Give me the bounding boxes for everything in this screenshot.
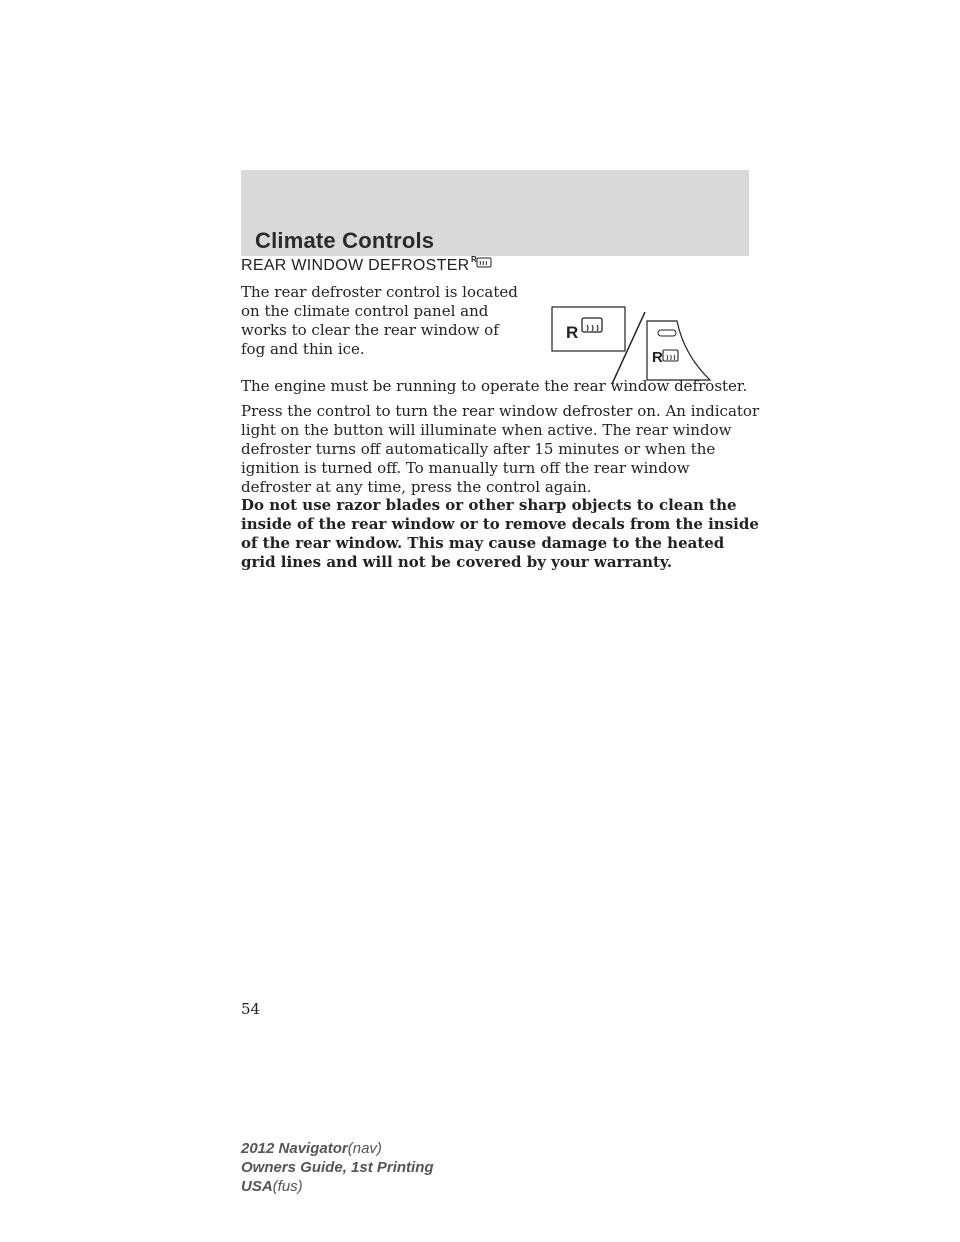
section-heading-text: REAR WINDOW DEFROSTER	[241, 257, 470, 274]
page-title: Climate Controls	[255, 228, 435, 253]
footer-model: 2012 Navigator	[241, 1140, 348, 1157]
right-button-label: R	[652, 349, 663, 366]
svg-text:R: R	[470, 255, 477, 264]
footer	[241, 1139, 434, 1196]
warning-paragraph: Do not use razor blades or other sharp objects to clean the inside of the rear window or to remove decals from the inside of the rear window. This may cause damage to the heated grid lines and will not be covered by your warranty.	[241, 496, 759, 571]
footer-market-code: (fus)	[272, 1178, 303, 1195]
page-number: 54	[241, 1000, 261, 1018]
footer-model-code: (nav)	[347, 1140, 382, 1157]
footer-line-1	[241, 1139, 434, 1158]
footer-line-2: Owners Guide, 1st Printing	[241, 1159, 434, 1176]
header-band	[241, 170, 749, 256]
left-button-label: R	[566, 323, 579, 342]
intro-paragraph: The rear defroster control is located on the climate control panel and works to clear the rear window of fog and thin ice.	[241, 283, 518, 358]
section-heading	[241, 257, 493, 275]
footer-line-3	[241, 1177, 434, 1196]
rear-defrost-icon	[471, 255, 493, 271]
climate-panel-button	[552, 307, 625, 351]
footer-market: USA	[241, 1178, 273, 1195]
engine-note-paragraph: The engine must be running to operate the rear window defroster.	[241, 377, 748, 395]
operation-paragraph: Press the control to turn the rear window defroster on. An indicator light on the button will illuminate when active. The rear window defroster turns off automatically after 15 minutes or when the ignition is turned off. To manually turn off the rear window defroster at any time, press the control again.	[241, 402, 760, 496]
